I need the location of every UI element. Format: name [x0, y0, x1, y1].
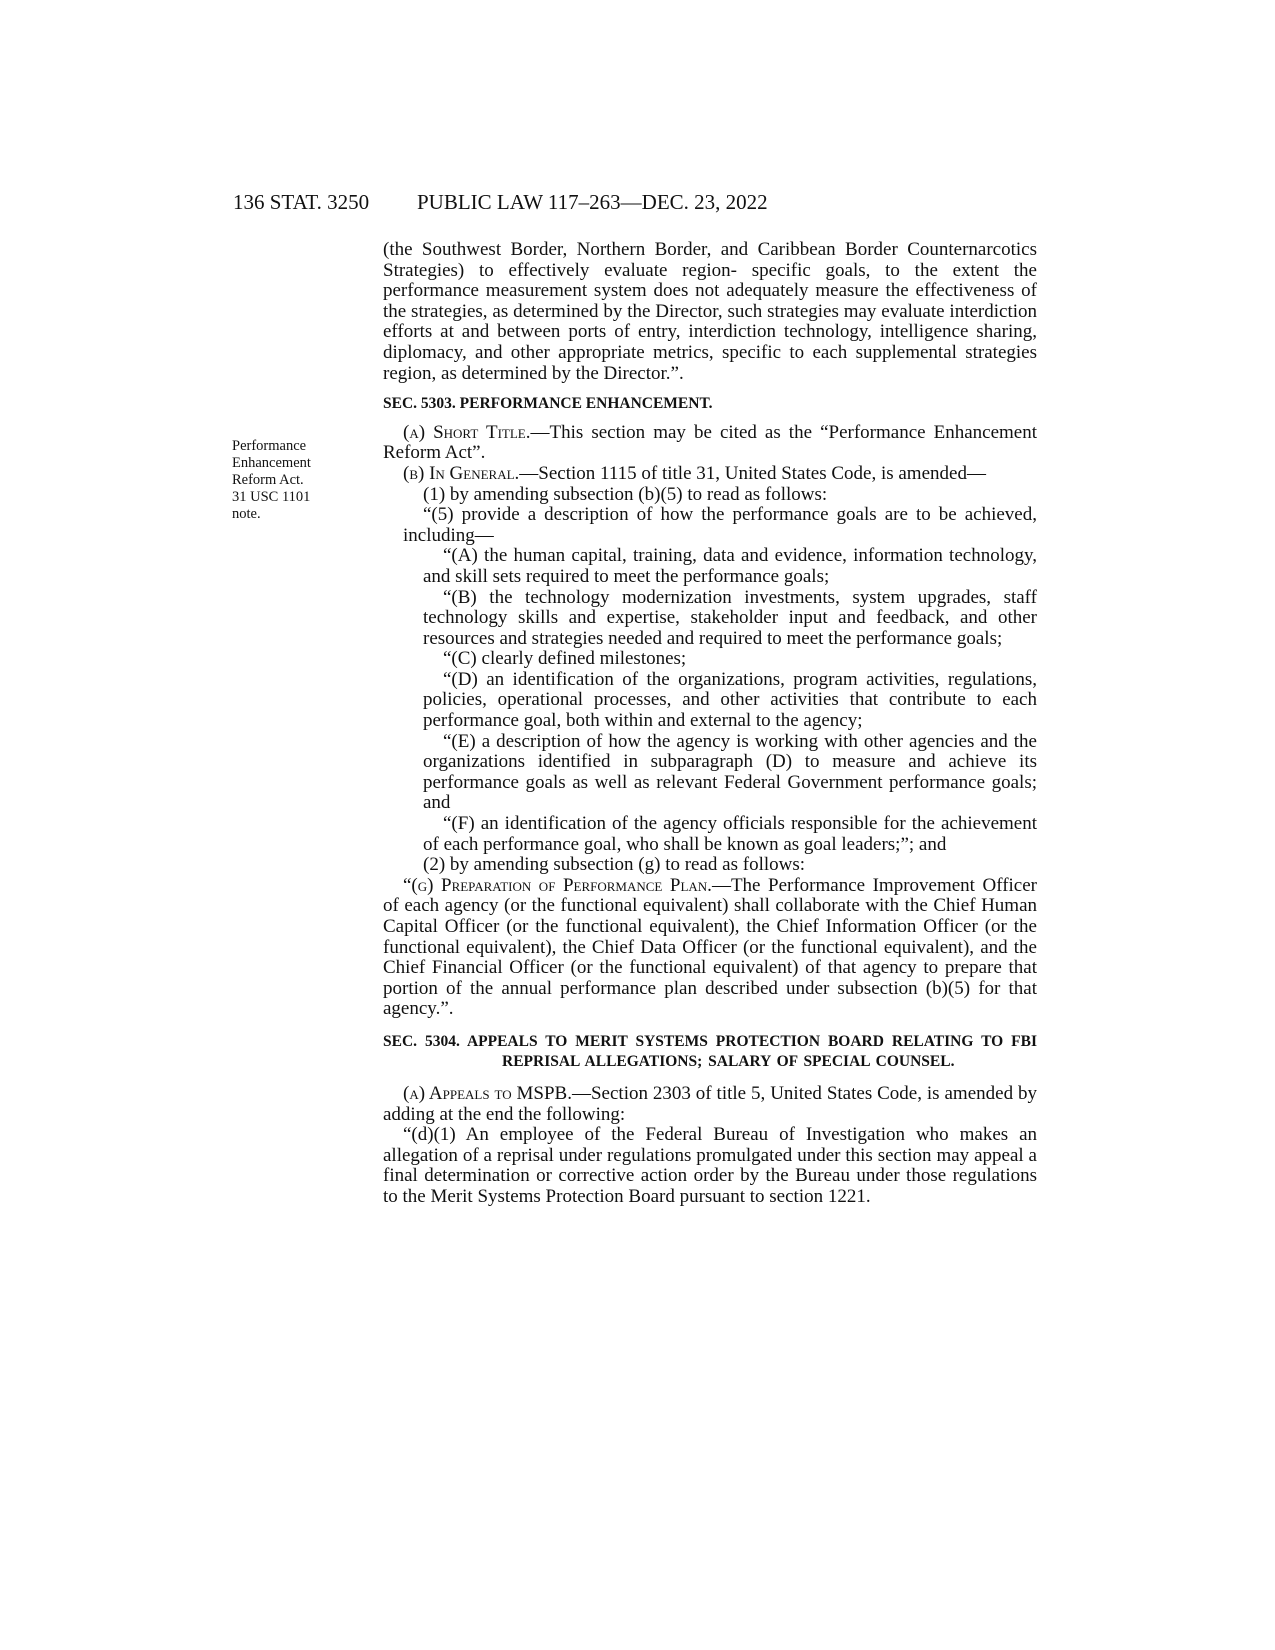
- section-5304-heading: SEC. 5304. APPEALS TO MERIT SYSTEMS PROTECTION BOARD RELATING TO FBI REPRISAL ALLEGATIONS; SALARY OF SPECIAL COUNSEL.: [383, 1032, 1037, 1070]
- quoted-subparagraph-c: “(C) clearly defined milestones;: [443, 648, 687, 670]
- margin-note-line: 31 USC 1101: [232, 489, 311, 505]
- quoted-subsection-d1: “(d)(1) An employee of the Federal Bureau of Investigation who makes an allegation of a reprisal under regulations promulgated under this section may appeal a final determination or corrective action order by the Bureau under those regulations to the Merit Systems Protection Board pursuant to section 1221.: [383, 1124, 1037, 1207]
- subsection-a-text: —This section may be cited as the “Performance Enhancement Reform Act”.: [383, 421, 1038, 464]
- subsection-b-label: (b) In General.: [403, 462, 520, 484]
- subsection-a-label: (a) Short Title.: [403, 421, 531, 443]
- section-5303-heading: SEC. 5303. PERFORMANCE ENHANCEMENT.: [383, 395, 713, 413]
- page-number: 136 STAT. 3250: [233, 190, 370, 214]
- quoted-subparagraph-b: “(B) the technology modernization investments, system upgrades, staff technology skills and expertise, stakeholder input and feedback, and other resources and strategies needed and required to meet the performance goals;: [423, 586, 1037, 649]
- quoted-subsection-g: [383, 876, 1037, 1020]
- continued-paragraph: (the Southwest Border, Northern Border, and Caribbean Border Counternarcotics Strategies) to effectively evaluate region- specific goals, to the extent the performance measurement system does not adequately measure the effectiveness of the strategies, as determined by the Director, such strategies may evaluate interdiction efforts at and between ports of entry, interdiction technology, intelligence sharing, diplomacy, and other appropriate metrics, specific to each supplemental strategies region, as determined by the Director.”.: [383, 239, 1037, 384]
- margin-note-line: Enhancement: [232, 455, 311, 471]
- subsection-a-mspb-text: —Section 2303 of title 5, United States Code, is amended by adding at the end the following:: [383, 1082, 1037, 1125]
- margin-note-line: Performance: [232, 438, 307, 454]
- subsection-b-text: —Section 1115 of title 31, United States Code, is amended—: [519, 462, 986, 484]
- paragraph-b2: (2) by amending subsection (g) to read as follows:: [423, 854, 806, 876]
- quoted-subparagraph-d: “(D) an identification of the organizations, program activities, regulations, policies, operational processes, and other activities that contribute to each performance goal, both within and external to the agency;: [423, 668, 1037, 732]
- subsection-a-mspb-label: (a) Appeals to MSPB.: [403, 1082, 572, 1104]
- document-body: [383, 240, 1037, 1208]
- subsection-a: [383, 423, 1037, 464]
- margin-note: [232, 438, 352, 523]
- subsection-a-mspb: [383, 1084, 1037, 1125]
- margin-note-line: note.: [232, 506, 261, 522]
- quoted-subparagraph-e: “(E) a description of how the agency is working with other agencies and the organizations identified in subparagraph (D) to measure and achieve its performance goals as well as relevant Federal Government performance goals; and: [423, 730, 1037, 814]
- quoted-paragraph-5: “(5) provide a description of how the performance goals are to be achieved, including—: [403, 504, 1037, 546]
- subsection-g-text: —The Performance Improvement Officer of each agency (or the functional equivalent) shall collaborate with the Chief Human Capital Officer (or the functional equivalent), the Chief Information Officer (or the functional equivalent), the Chief Data Officer (or the functional equivalent), and the Chief Financial Officer (or the functional equivalent) of that agency to prepare that portion of the annual performance plan described under subsection (b)(5) for that agency.”.: [383, 874, 1037, 1020]
- margin-note-line: Reform Act.: [232, 472, 304, 488]
- subsection-b: [383, 464, 1037, 485]
- quoted-subparagraph-a: “(A) the human capital, training, data and evidence, information technology, and skill sets required to meet the performance goals;: [423, 545, 1037, 587]
- subsection-g-label: “(g) Preparation of Performance Plan.: [403, 874, 712, 896]
- quoted-subparagraph-f: “(F) an identification of the agency officials responsible for the achievement of each performance goal, who shall be known as goal leaders;”; and: [423, 813, 1037, 855]
- paragraph-b1: (1) by amending subsection (b)(5) to read as follows:: [423, 483, 828, 505]
- running-head: PUBLIC LAW 117–263—DEC. 23, 2022: [417, 190, 768, 214]
